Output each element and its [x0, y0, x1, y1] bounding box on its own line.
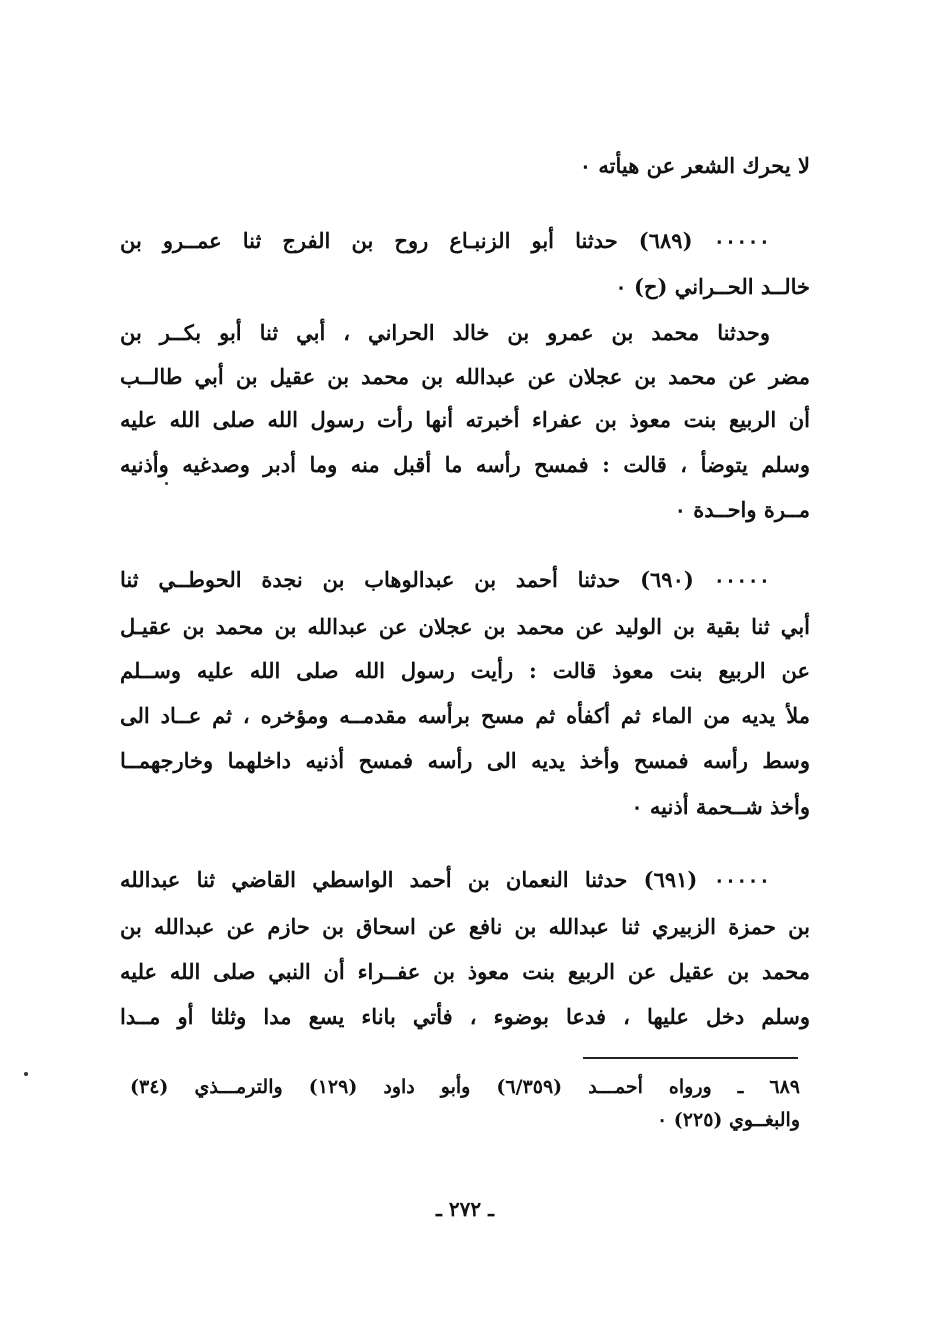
footnote-line-2: والبغــوي (٢٢٥) ٠: [656, 1109, 800, 1131]
scan-speck: [165, 482, 168, 485]
hadith-689-line-1: ٠٠٠٠٠ (٦٨٩) حدثنا أبو الزنبـاع روح بن الفرج ثنا عمــرو بن: [120, 228, 770, 253]
hadith-690-line-3: عن الربيع بنت معوذ قالت : رأيت رسول الله صلى الله عليه وســلم: [120, 658, 810, 683]
continuation-line: لا يحرك الشعر عن هيأته ٠: [579, 153, 810, 178]
footnote-divider: [583, 1057, 798, 1059]
hadith-689-line-2: خالــد الحــراني (ح) ٠: [615, 274, 810, 299]
hadith-691-line-2: بن حمزة الزبيري ثنا عبدالله بن نافع عن اسحاق بن حازم عن عبدالله بن: [120, 914, 810, 939]
hadith-690-line-2: أبي ثنا بقية بن الوليد عن محمد بن عجلان عن عبدالله بن محمد بن عقيـل: [120, 614, 810, 639]
hadith-689-line-5: أن الربيع بنت معوذ بن عفراء أخبرته أنها رأت رسول الله صلى الله عليه: [120, 407, 810, 432]
hadith-690-line-5: وسط رأسه فمسح وأخذ يديه الى رأسه فمسح أذنيه داخلهما وخارجهمــا: [120, 748, 810, 773]
hadith-689-line-3: وحدثنا محمد بن عمرو بن خالد الحراني ، أبي ثنا أبو بكــر بن: [120, 320, 770, 345]
hadith-689-line-4: مضر عن محمد بن عجلان عن عبدالله بن محمد بن عقيل بن أبي طالــب: [120, 364, 810, 389]
hadith-689-line-7: مــرة واحــدة ٠: [674, 497, 810, 522]
hadith-691-line-4: وسلم دخل عليها ، فدعا بوضوء ، فأتي باناء يسع مدا وثلثا أو مــدا: [120, 1004, 810, 1029]
footnote-line-1: ٦٨٩ ـ ورواه أحمـــد (٦/٣٥٩) وأبو داود (١٢٩) والترمـــذي (٣٤): [130, 1076, 800, 1098]
hadith-691-line-3: محمد بن عقيل عن الربيع بنت معوذ بن عفــراء أن النبي صلى الله عليه: [120, 959, 810, 984]
scan-speck: [24, 1072, 28, 1076]
hadith-690-line-6: وأخذ شــحمة أذنيه ٠: [631, 794, 810, 819]
page-number: ـ ٢٧٢ ـ: [436, 1197, 494, 1221]
hadith-690-line-1: ٠٠٠٠٠ (٦٩٠) حدثنا أحمد بن عبدالوهاب بن نجدة الحوطــي ثنا: [120, 567, 770, 592]
hadith-691-line-1: ٠٠٠٠٠ (٦٩١) حدثنا النعمان بن أحمد الواسطي القاضي ثنا عبدالله: [120, 867, 770, 892]
hadith-689-line-6: وسلم يتوضأ ، قالت : فمسح رأسه ما أقبل منه وما أدبر وصدغيه وأذنيه: [120, 452, 810, 477]
hadith-690-line-4: ملأ يديه من الماء ثم أكفأه ثم مسح برأسه مقدمــه ومؤخره ، ثم عــاد الى: [120, 703, 810, 728]
